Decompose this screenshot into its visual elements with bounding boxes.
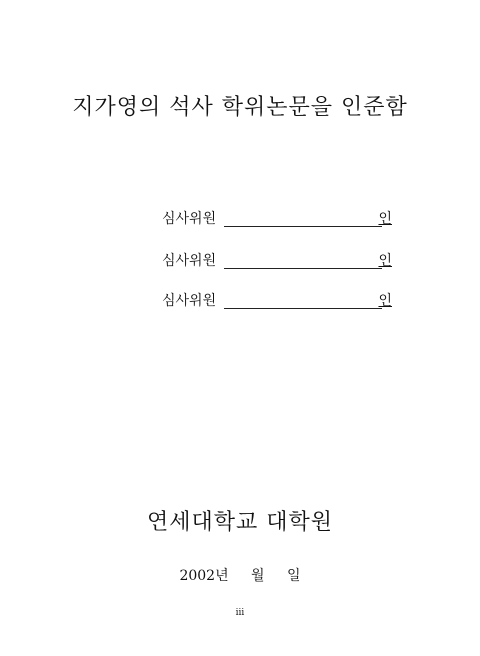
seal-mark: 인 xyxy=(378,211,392,227)
committee-member-label: 심사위원 xyxy=(162,293,217,309)
date-year: 2002년 xyxy=(179,568,229,584)
signature-line xyxy=(224,226,382,227)
committee-signature-row-2 xyxy=(162,250,392,272)
committee-signature-row-3 xyxy=(162,290,392,312)
university-name: 연세대학교 대학원 xyxy=(146,510,333,535)
date-month: 월 xyxy=(251,568,265,584)
seal-mark: 인 xyxy=(378,253,392,269)
approval-date xyxy=(0,565,480,585)
seal-mark: 인 xyxy=(378,293,392,309)
page-number: iii xyxy=(235,608,245,618)
date-day: 일 xyxy=(287,568,301,584)
signature-line xyxy=(224,268,382,269)
committee-member-label: 심사위원 xyxy=(162,253,217,269)
committee-member-label: 심사위원 xyxy=(162,211,217,227)
signature-line xyxy=(224,308,382,309)
committee-signature-row-1 xyxy=(162,208,392,230)
approval-title: 지가영의 석사 학위논문을 인준함 xyxy=(72,95,408,120)
